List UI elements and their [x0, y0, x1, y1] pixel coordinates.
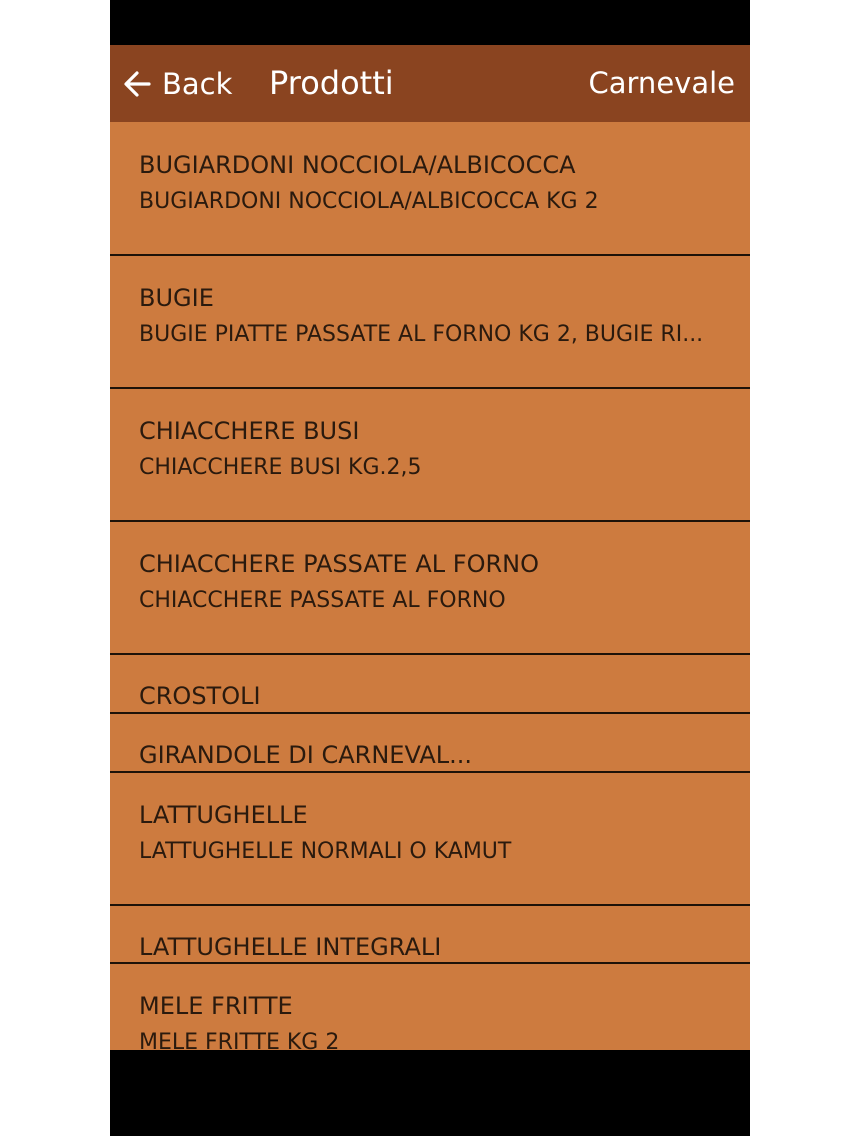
arrow-left-icon [122, 69, 152, 99]
navigation-bar [110, 45, 750, 122]
back-label: Back [162, 66, 233, 101]
item-subtitle: MELE FRITTE KG 2 [139, 1030, 340, 1050]
page-title: Prodotti [269, 64, 394, 102]
item-subtitle: LATTUGHELLE NORMALI O KAMUT [139, 839, 512, 864]
item-title: LATTUGHELLE [139, 801, 308, 829]
phone-screen [110, 0, 750, 1136]
item-subtitle: CHIACCHERE PASSATE AL FORNO [139, 588, 506, 613]
back-button[interactable] [122, 45, 232, 122]
item-title: LATTUGHELLE INTEGRALI [139, 933, 442, 961]
list-item[interactable] [110, 905, 750, 964]
category-button[interactable]: Carnevale [588, 66, 735, 100]
list-item[interactable] [110, 388, 750, 522]
list-item[interactable] [110, 521, 750, 655]
item-title: GIRANDOLE DI CARNEVAL... [139, 741, 472, 769]
item-title: CHIACCHERE BUSI [139, 417, 360, 445]
list-item[interactable] [110, 255, 750, 389]
list-item[interactable] [110, 772, 750, 906]
item-title: BUGIE [139, 284, 214, 312]
item-title: CROSTOLI [139, 682, 261, 710]
item-title: MELE FRITTE [139, 992, 293, 1020]
list-item[interactable] [110, 122, 750, 256]
bottom-bar [110, 1050, 750, 1136]
item-subtitle: BUGIE PIATTE PASSATE AL FORNO KG 2, BUGIE RI... [139, 322, 704, 347]
item-title: BUGIARDONI NOCCIOLA/ALBICOCCA [139, 151, 576, 179]
list-item[interactable] [110, 713, 750, 773]
item-subtitle: CHIACCHERE BUSI KG.2,5 [139, 455, 422, 480]
item-title: CHIACCHERE PASSATE AL FORNO [139, 550, 539, 578]
list-item[interactable] [110, 654, 750, 714]
product-list [110, 122, 750, 1050]
item-subtitle: BUGIARDONI NOCCIOLA/ALBICOCCA KG 2 [139, 189, 599, 214]
list-item[interactable] [110, 963, 750, 1050]
